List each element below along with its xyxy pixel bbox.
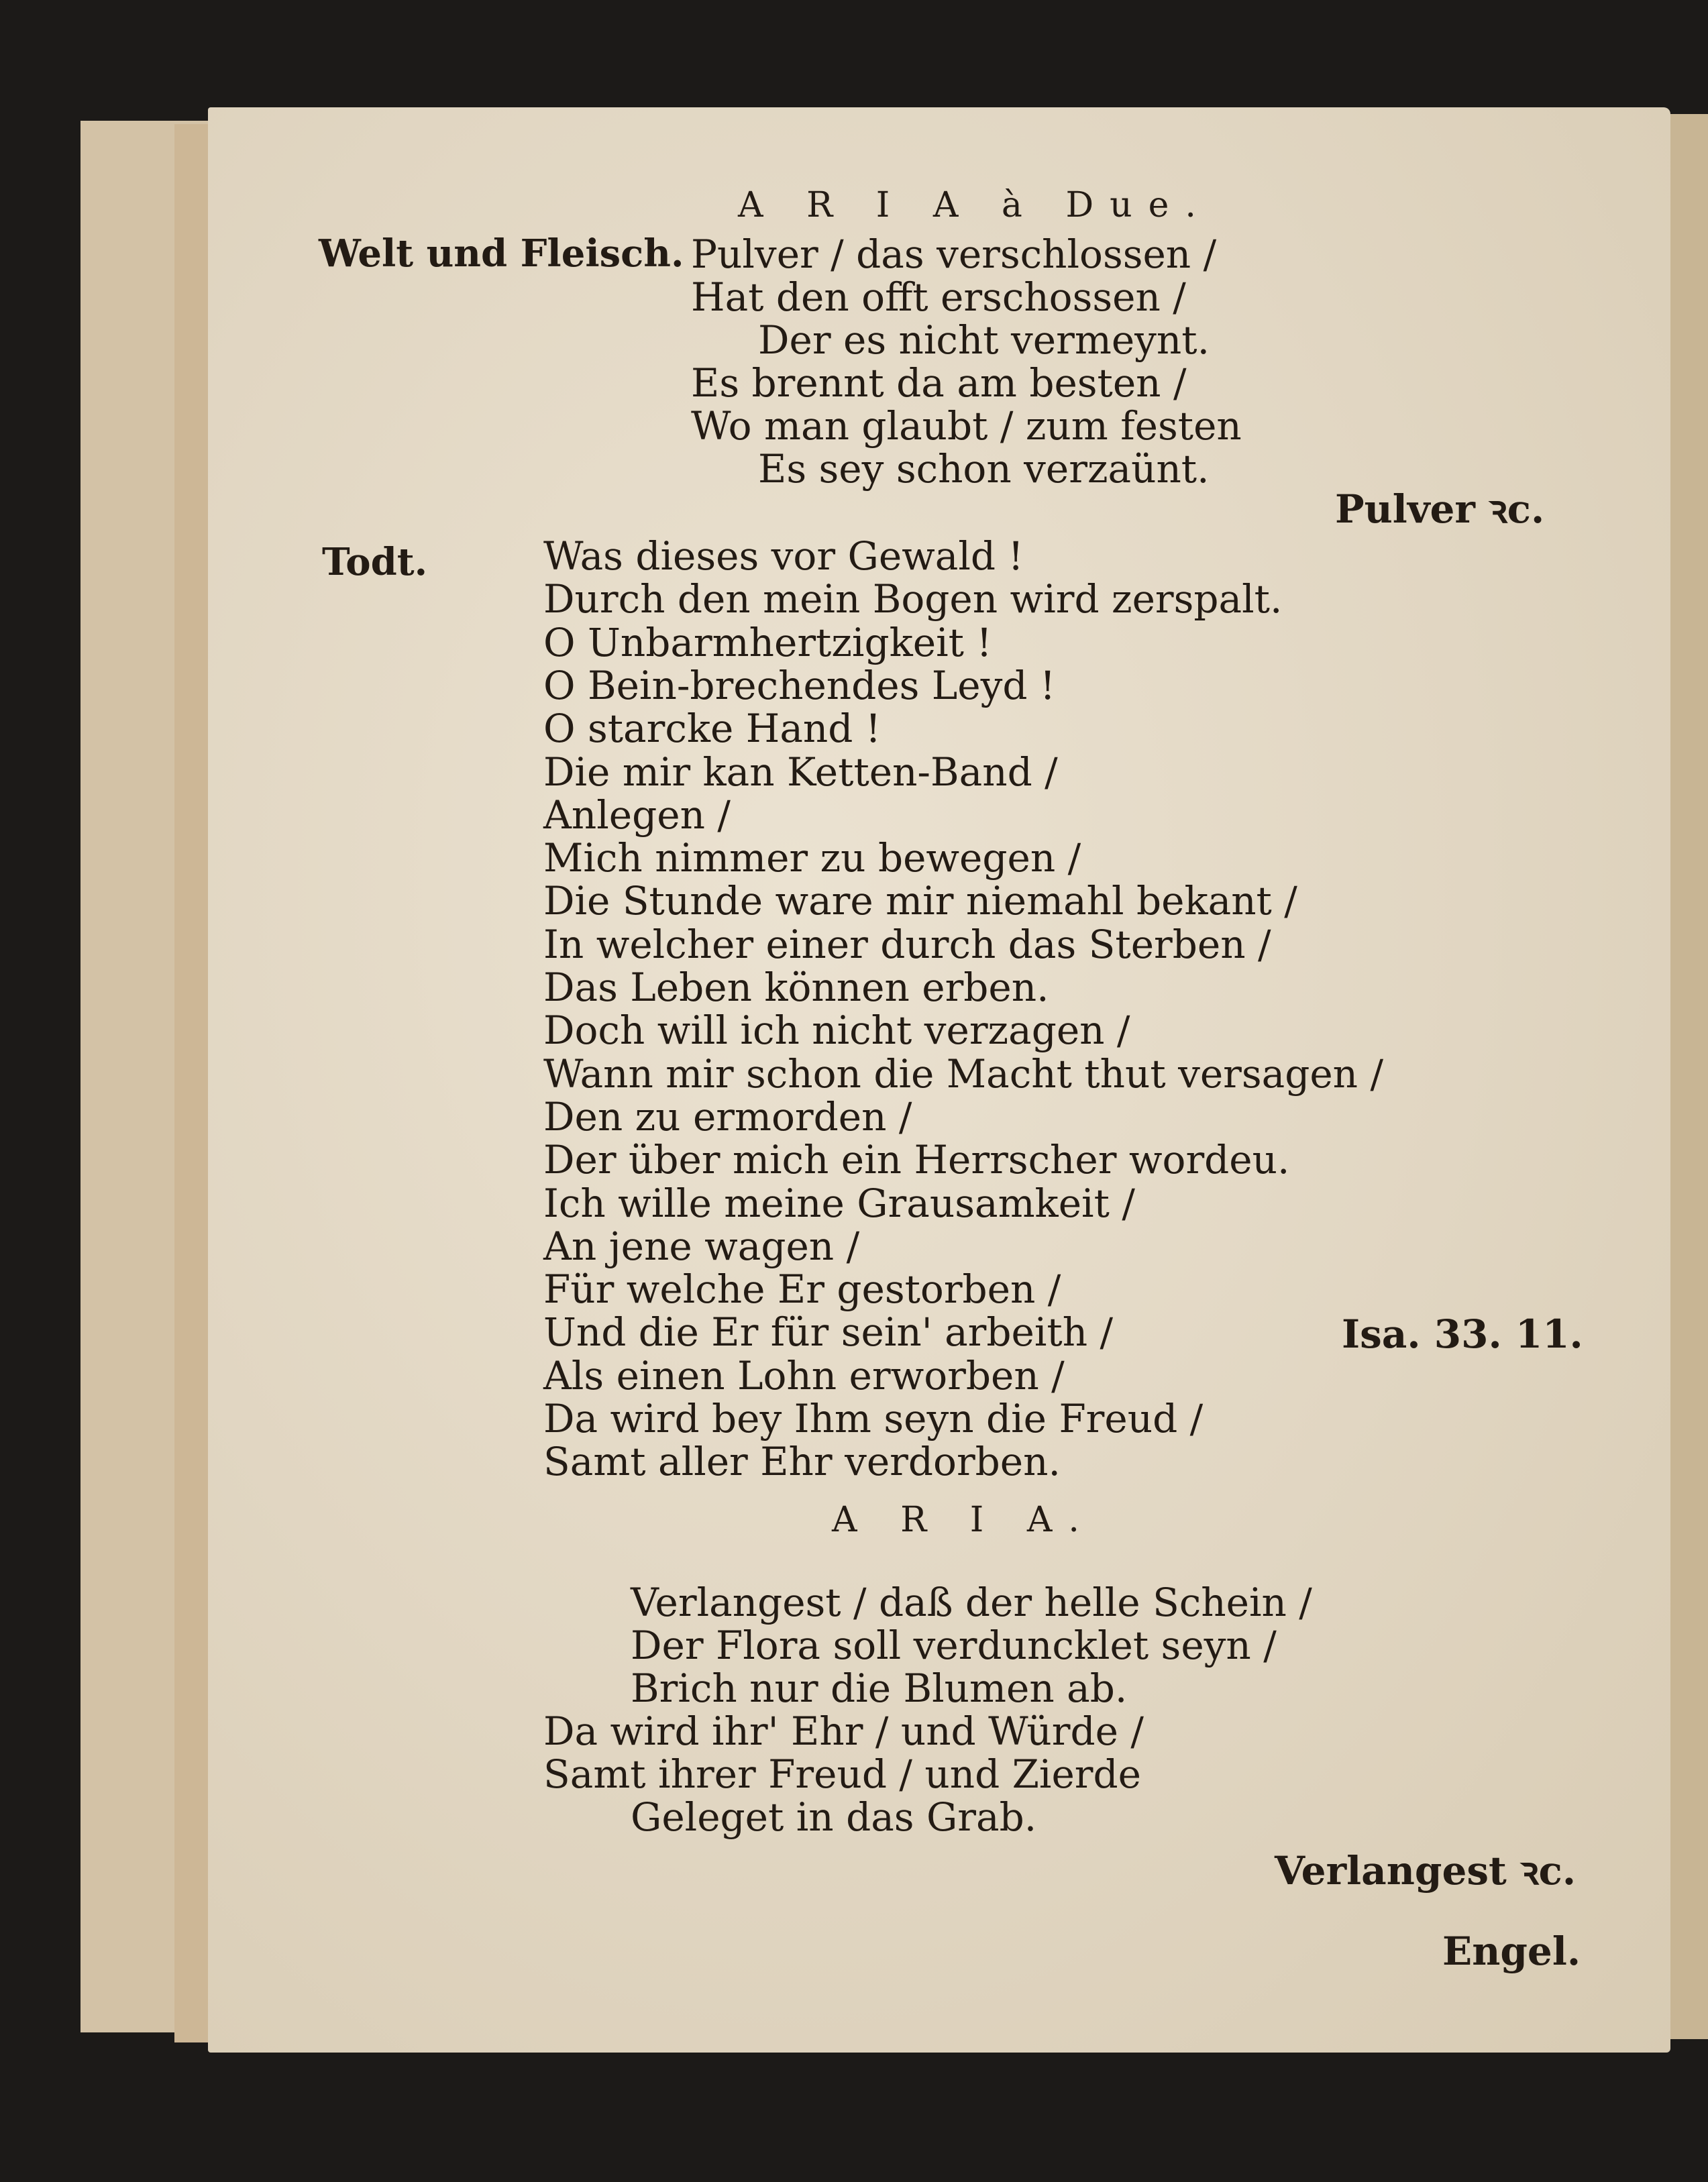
verse-line: Wo man glaubt / zum festen [691,403,1242,449]
book-page [208,107,1670,2053]
verse-line: Es brennt da am besten / [691,360,1187,406]
verse-line: Durch den mein Bogen wird zerspalt. [543,576,1283,622]
speaker-todt: Todt. [322,540,428,584]
verse-line: O Unbarmhertzigkeit ! [543,619,992,665]
verse-line: Ich wille meine Grausamkeit / [543,1180,1135,1226]
verse-line: Da wird ihr' Ehr / und Würde / [543,1708,1144,1754]
speaker-welt-und-fleisch: Welt und Fleisch. [319,231,684,276]
verse-line: Der über mich ein Herrscher wordeu. [543,1137,1290,1183]
verse-line: Für welche Er gestorben / [543,1266,1061,1313]
aria-due-reprise: Pulver ꝛc. [1335,486,1545,532]
verse-line: Samt aller Ehr verdorben. [543,1439,1061,1485]
verse-line: Die mir kan Ketten-Band / [543,749,1058,795]
aria-reprise: Verlangest ꝛc. [1275,1848,1577,1894]
verse-line: An jene wagen / [543,1223,860,1269]
verse-line: Geleget in das Grab. [631,1794,1037,1840]
verse-line: Es sey schon verzaünt. [758,446,1210,492]
margin-reference: Isa. 33. 11. [1342,1311,1583,1357]
verse-line: Wann mir schon die Macht thut versagen / [543,1050,1384,1097]
verse-line: Doch will ich nicht verzagen / [543,1007,1130,1054]
verse-line: Mich nimmer zu bewegen / [543,835,1081,881]
verse-line: Verlangest / daß der helle Schein / [631,1580,1312,1625]
verse-line: O Bein-brechendes Leyd ! [543,662,1056,708]
verse-line: Die Stunde ware mir niemahl bekant / [543,878,1297,924]
verse-line: Und die Er für sein' arbeith / [543,1309,1114,1356]
verse-line: Brich nur die Blumen ab. [631,1666,1128,1711]
verse-line: Da wird bey Ihm seyn die Freud / [543,1396,1204,1441]
aria-heading: A R I A. [832,1500,1096,1540]
verse-line: Als einen Lohn erworben / [543,1352,1065,1399]
verse-line: Samt ihrer Freud / und Zierde [543,1751,1141,1797]
verse-line: Anlegen / [543,792,731,838]
verse-line: Das Leben können erben. [543,965,1049,1010]
verse-line: Pulver / das verschlossen / [691,231,1217,277]
catchword: Engel. [1442,1928,1581,1974]
verse-line: In welcher einer durch das Sterben / [543,921,1271,967]
verse-line: Der Flora soll verduncklet seyn / [631,1623,1277,1668]
verse-line: Hat den offt erschossen / [691,274,1186,320]
verse-line: O starcke Hand ! [543,706,882,752]
verse-line: Den zu ermorden / [543,1093,912,1140]
verse-line: Was dieses vor Gewald ! [543,533,1024,579]
verse-line: Der es nicht vermeynt. [758,317,1210,363]
aria-due-heading: A R I A à Due. [738,185,1212,225]
